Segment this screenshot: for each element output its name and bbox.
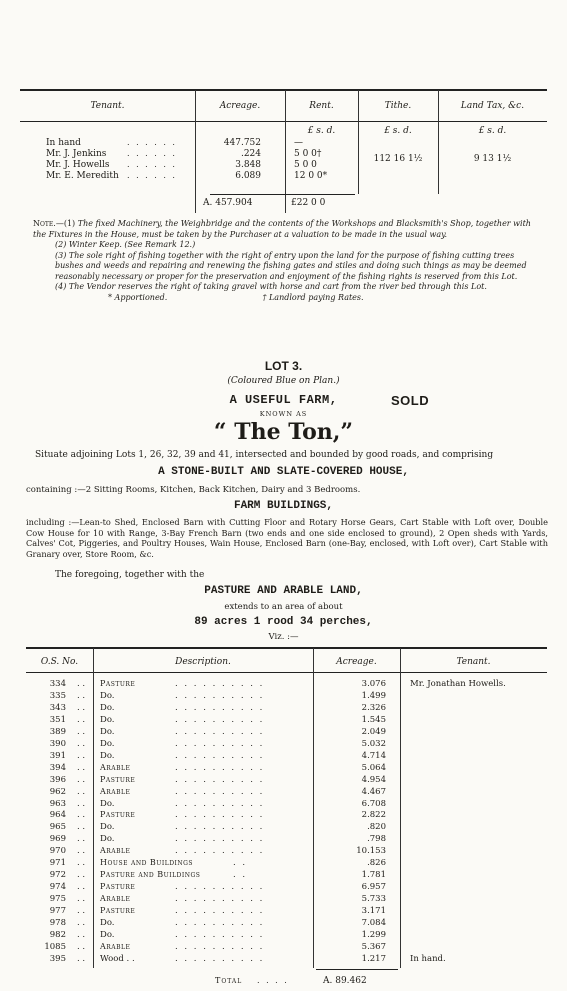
parcel-description: Pasture (100, 882, 136, 891)
parcel-description-leader: . . (233, 870, 248, 880)
parcel-total-rule (316, 969, 398, 970)
tenant-acreage: 3.848 (235, 160, 261, 170)
tenant-name: Mr. J. Howells (46, 160, 110, 170)
parcel-os-number: 965 (49, 822, 66, 832)
land-tax-units: £ s. d. (478, 126, 507, 136)
parcel-os-number: 351 (49, 715, 66, 725)
parcel-os-leader: . . (77, 739, 86, 749)
parcel-table-top-rule (26, 647, 547, 649)
parcel-description: Arable (100, 846, 131, 855)
parcel-os-number: 394 (49, 763, 66, 773)
parcel-description-leader: . . . . . . . . . . (175, 739, 265, 749)
parcel-os-number: 391 (49, 751, 66, 761)
parcel-description-leader: . . . . . . . . . . (175, 942, 265, 952)
parcel-description: Arable (100, 894, 131, 903)
lot-heading: A USEFUL FARM, (229, 393, 338, 407)
parcel-acreage: 2.049 (361, 727, 386, 737)
parcel-description: Pasture (100, 810, 136, 819)
house-contents: containing :—2 Sitting Rooms, Kitchen, Back Kitchen, Dairy and 3 Bedrooms. (26, 485, 361, 495)
column-divider (93, 648, 94, 968)
parcel-description-leader: . . . . . . . . . . (175, 882, 265, 892)
parcel-os-number: 982 (49, 930, 66, 940)
tenant-rent: — (294, 138, 303, 148)
parcel-tenant: Mr. Jonathan Howells. (410, 679, 506, 689)
lot-plan-note: (Coloured Blue on Plan.) (227, 376, 340, 386)
parcel-description-leader: . . . . . . . . . . (175, 715, 265, 725)
extends-text: extends to an area of about (224, 602, 343, 612)
parcel-os-leader: . . (77, 870, 86, 880)
parcel-acreage: 5.733 (361, 894, 386, 904)
tithe-total: 112 16 1½ (373, 154, 423, 164)
parcel-description-leader: . . (233, 858, 248, 868)
parcel-description-leader: . . . . . . . . . . (175, 954, 265, 964)
parcel-os-leader: . . (77, 775, 86, 785)
parcel-acreage: 10.153 (356, 846, 386, 856)
parcel-description: Arable (100, 942, 131, 951)
parcel-description-leader: . . . . . . . . . . (175, 906, 265, 916)
parcel-os-number: 1085 (44, 942, 66, 952)
table-top-rule (20, 89, 547, 91)
tenant-acreage: 447.752 (223, 138, 261, 148)
parcel-acreage: 1.781 (361, 870, 386, 880)
parcel-description: Arable (100, 763, 131, 772)
header-os-no: O.S. No. (40, 657, 79, 667)
parcel-os-leader: . . (77, 894, 86, 904)
parcel-description: Pasture and Buildings (100, 870, 201, 879)
parcel-description: Pasture (100, 775, 136, 784)
parcel-os-leader: . . (77, 834, 86, 844)
land-heading: PASTURE AND ARABLE LAND, (204, 585, 363, 597)
parcel-acreage: 1.499 (361, 691, 386, 701)
parcel-os-number: 389 (49, 727, 66, 737)
total-rule (210, 194, 355, 195)
parcel-os-leader: . . (77, 763, 86, 773)
situation-text: Situate adjoining Lots 1, 26, 32, 39 and 41, intersected and bounded by good roads, and comprising (35, 450, 494, 460)
tithe-units: £ s. d. (384, 126, 412, 136)
header-rent: Rent. (309, 101, 334, 111)
header-parcel-tenant: Tenant. (456, 657, 491, 667)
dot-leader: . . . . . . (127, 138, 177, 147)
parcel-os-leader: . . (77, 930, 86, 940)
header-description: Description. (175, 657, 231, 667)
parcel-description: Pasture (100, 906, 136, 915)
parcel-description: Do. (100, 822, 115, 832)
header-tithe: Tithe. (384, 101, 412, 111)
parcel-os-number: 978 (49, 918, 66, 928)
parcel-description-leader: . . . . . . . . . . (175, 918, 265, 928)
parcel-description: Do. (100, 715, 115, 725)
parcel-os-leader: . . (77, 942, 86, 952)
header-parcel-acreage: Acreage. (336, 657, 377, 667)
viz-text: Viz. :— (268, 632, 299, 642)
parcel-acreage: 2.326 (361, 703, 386, 713)
note-1: The fixed Machinery, the Weighbridge and the contents of the Workshops and Blacksmith's Shop, together with the Fixtures in the House, must be taken by the Purchaser at a valuation to be made in the usual way. (33, 219, 531, 239)
parcel-description-leader: . . . . . . . . . . (175, 751, 265, 761)
parcel-description: Do. (100, 751, 115, 761)
parcel-total-value: A. 89.462 (323, 976, 367, 986)
parcel-description: Do. (100, 739, 115, 749)
header-tenant: Tenant. (90, 101, 125, 111)
parcel-description-leader: . . . . . . . . . . (175, 894, 265, 904)
parcel-os-number: 390 (49, 739, 66, 749)
lot-title: LOT 3. (264, 359, 303, 373)
parcel-table-header-rule (26, 672, 547, 673)
tenant-rent: 5 0 0 (294, 160, 317, 170)
tenant-acreage: 6.089 (235, 171, 261, 181)
parcel-description: Do. (100, 834, 115, 844)
parcel-acreage: .798 (367, 834, 386, 844)
parcel-acreage: 3.076 (361, 679, 386, 689)
notes-block (33, 219, 533, 303)
total-rent: £22 0 0 (291, 198, 326, 208)
total-acreage: A. 457.904 (203, 198, 253, 208)
parcel-os-leader: . . (77, 679, 86, 689)
note-2: (2) Winter Keep. (See Remark 12.) (55, 240, 196, 249)
buildings-heading: FARM BUILDINGS, (233, 500, 334, 512)
table-header-rule (20, 121, 547, 122)
parcel-description: Do. (100, 918, 115, 928)
parcel-description-leader: . . . . . . . . . . (175, 763, 265, 773)
parcel-os-number: 964 (49, 810, 66, 820)
parcel-acreage: 1.545 (361, 715, 386, 725)
parcel-total-leader: . . . . (257, 976, 289, 985)
farm-name: “ The Ton,” (213, 419, 354, 445)
parcel-os-leader: . . (77, 715, 86, 725)
dot-leader: . . . . . . (127, 149, 177, 158)
parcel-os-number: 971 (49, 858, 66, 868)
parcel-acreage: 6.957 (361, 882, 386, 892)
note-3: (3) The sole right of fishing together with the right of entry upon the land for the purpose of fishing cutting trees bushes and weeds and repairing and renewing the fishing gates and stiles and doing such things as may be deemed reasonably necessary or proper for the preservation and enjoyment of the fishing rights is reserved from this Lot. (55, 250, 527, 281)
parcel-acreage: 2.822 (361, 810, 386, 820)
known-as: KNOWN AS (259, 410, 308, 418)
parcel-description: Pasture (100, 679, 136, 688)
rent-units: £ s. d. (307, 126, 336, 136)
column-divider (400, 648, 401, 968)
parcel-acreage: .826 (367, 858, 386, 868)
parcel-acreage: 5.032 (361, 739, 386, 749)
buildings-text: including :—Lean-to Shed, Enclosed Barn with Cutting Floor and Rotary Horse Gears, Cart Stable with Loft over, Double Cow House for 10 with Range, 3-Bay French Barn (two ends and one side enclosed to ground), 2 Open sheds with Yards, Calves' Cot, Piggeries, and Poultry Houses, Wain House, Enclosed Barn (one-Bay, enclosed, with Loft over), Cart Stable with Granary over, Store Room, &c. (26, 517, 548, 559)
parcel-os-number: 396 (49, 775, 66, 785)
parcel-description: Do. (100, 727, 115, 737)
tenant-rent: 12 0 0* (294, 171, 328, 181)
parcel-description-leader: . . . . . . . . . . (175, 799, 265, 809)
parcel-description: Arable (100, 787, 131, 796)
parcel-os-number: 334 (49, 679, 66, 689)
parcel-os-number: 970 (49, 846, 66, 856)
parcel-tenant: In hand. (410, 954, 446, 964)
area-text: 89 acres 1 rood 34 perches, (194, 616, 373, 628)
parcel-os-leader: . . (77, 882, 86, 892)
parcel-description-leader: . . . . . . . . . . (175, 930, 265, 940)
parcel-acreage: 4.714 (361, 751, 386, 761)
parcel-os-number: 395 (49, 954, 66, 964)
parcel-os-leader: . . (77, 846, 86, 856)
parcel-os-leader: . . (77, 954, 86, 964)
parcel-os-leader: . . (77, 799, 86, 809)
parcel-description-leader: . . . . . . . . . . (175, 834, 265, 844)
footnote-landlord: † Landlord paying Rates. (262, 292, 364, 302)
foregoing-text: The foregoing, together with the (55, 570, 205, 580)
parcel-os-number: 975 (49, 894, 66, 904)
header-land-tax: Land Tax, &c. (460, 101, 525, 111)
tenant-name: Mr. E. Meredith (46, 171, 119, 181)
parcel-os-leader: . . (77, 703, 86, 713)
parcel-description-leader: . . . . . . . . . . (175, 703, 265, 713)
parcel-description-leader: . . . . . . . . . . (175, 846, 265, 856)
parcel-os-number: 974 (49, 882, 66, 892)
parcel-total-label: Total (215, 976, 243, 985)
note-4: (4) The Vendor reserves the right of taking gravel with horse and cart from the river bed through this Lot. (55, 282, 487, 291)
parcel-description-leader: . . . . . . . . . . (175, 810, 265, 820)
parcel-os-number: 962 (49, 787, 66, 797)
parcel-acreage: 7.084 (361, 918, 386, 928)
note-1-label: Note.—(1) (33, 219, 76, 228)
parcel-os-number: 963 (49, 799, 66, 809)
parcel-description-leader: . . . . . . . . . . (175, 727, 265, 737)
parcel-description: Do. (100, 703, 115, 713)
parcel-description: Do. (100, 799, 115, 809)
parcel-os-leader: . . (77, 918, 86, 928)
parcel-os-number: 977 (49, 906, 66, 916)
house-heading: A STONE-BUILT AND SLATE-COVERED HOUSE, (158, 466, 409, 478)
parcel-acreage: 4.954 (361, 775, 386, 785)
parcel-os-leader: . . (77, 810, 86, 820)
dot-leader: . . . . . . (127, 171, 177, 180)
tenant-name: Mr. J. Jenkins (46, 149, 107, 159)
parcel-os-leader: . . (77, 691, 86, 701)
parcel-os-leader: . . (77, 727, 86, 737)
parcel-description-leader: . . . . . . . . . . (175, 691, 265, 701)
parcel-os-leader: . . (77, 906, 86, 916)
parcel-acreage: 6.708 (361, 799, 386, 809)
parcel-description: Do. (100, 691, 115, 701)
parcel-os-number: 969 (49, 834, 66, 844)
parcel-os-number: 343 (49, 703, 66, 713)
parcel-os-number: 972 (49, 870, 66, 880)
sold-label: SOLD (391, 393, 430, 408)
tenant-name: In hand (46, 138, 81, 148)
parcel-acreage: 5.064 (361, 763, 386, 773)
parcel-acreage: 1.217 (361, 954, 386, 964)
land-tax-total: 9 13 1½ (473, 154, 512, 164)
parcel-description-leader: . . . . . . . . . . (175, 787, 265, 797)
parcel-os-leader: . . (77, 822, 86, 832)
header-acreage: Acreage. (219, 101, 261, 111)
parcel-os-number: 335 (49, 691, 66, 701)
tenant-rent: 5 0 0† (294, 149, 322, 159)
parcel-description-leader: . . . . . . . . . . (175, 822, 265, 832)
parcel-acreage: .820 (367, 822, 386, 832)
parcel-acreage: 3.171 (361, 906, 386, 916)
footnote-apportioned: * Apportioned. (108, 292, 168, 302)
parcel-description-leader: . . . . . . . . . . (175, 775, 265, 785)
parcel-description: House and Buildings (100, 858, 194, 867)
parcel-description-leader: . . . . . . . . . . (175, 679, 265, 689)
parcel-os-leader: . . (77, 858, 86, 868)
parcel-description: Wood . . (100, 954, 135, 964)
parcel-os-leader: . . (77, 787, 86, 797)
parcel-acreage: 1.299 (361, 930, 386, 940)
parcel-acreage: 4.467 (361, 787, 386, 797)
parcel-acreage: 5.367 (361, 942, 386, 952)
dot-leader: . . . . . . (127, 160, 177, 169)
parcel-description: Do. (100, 930, 115, 940)
parcel-os-leader: . . (77, 751, 86, 761)
tenant-acreage: .224 (240, 149, 261, 159)
